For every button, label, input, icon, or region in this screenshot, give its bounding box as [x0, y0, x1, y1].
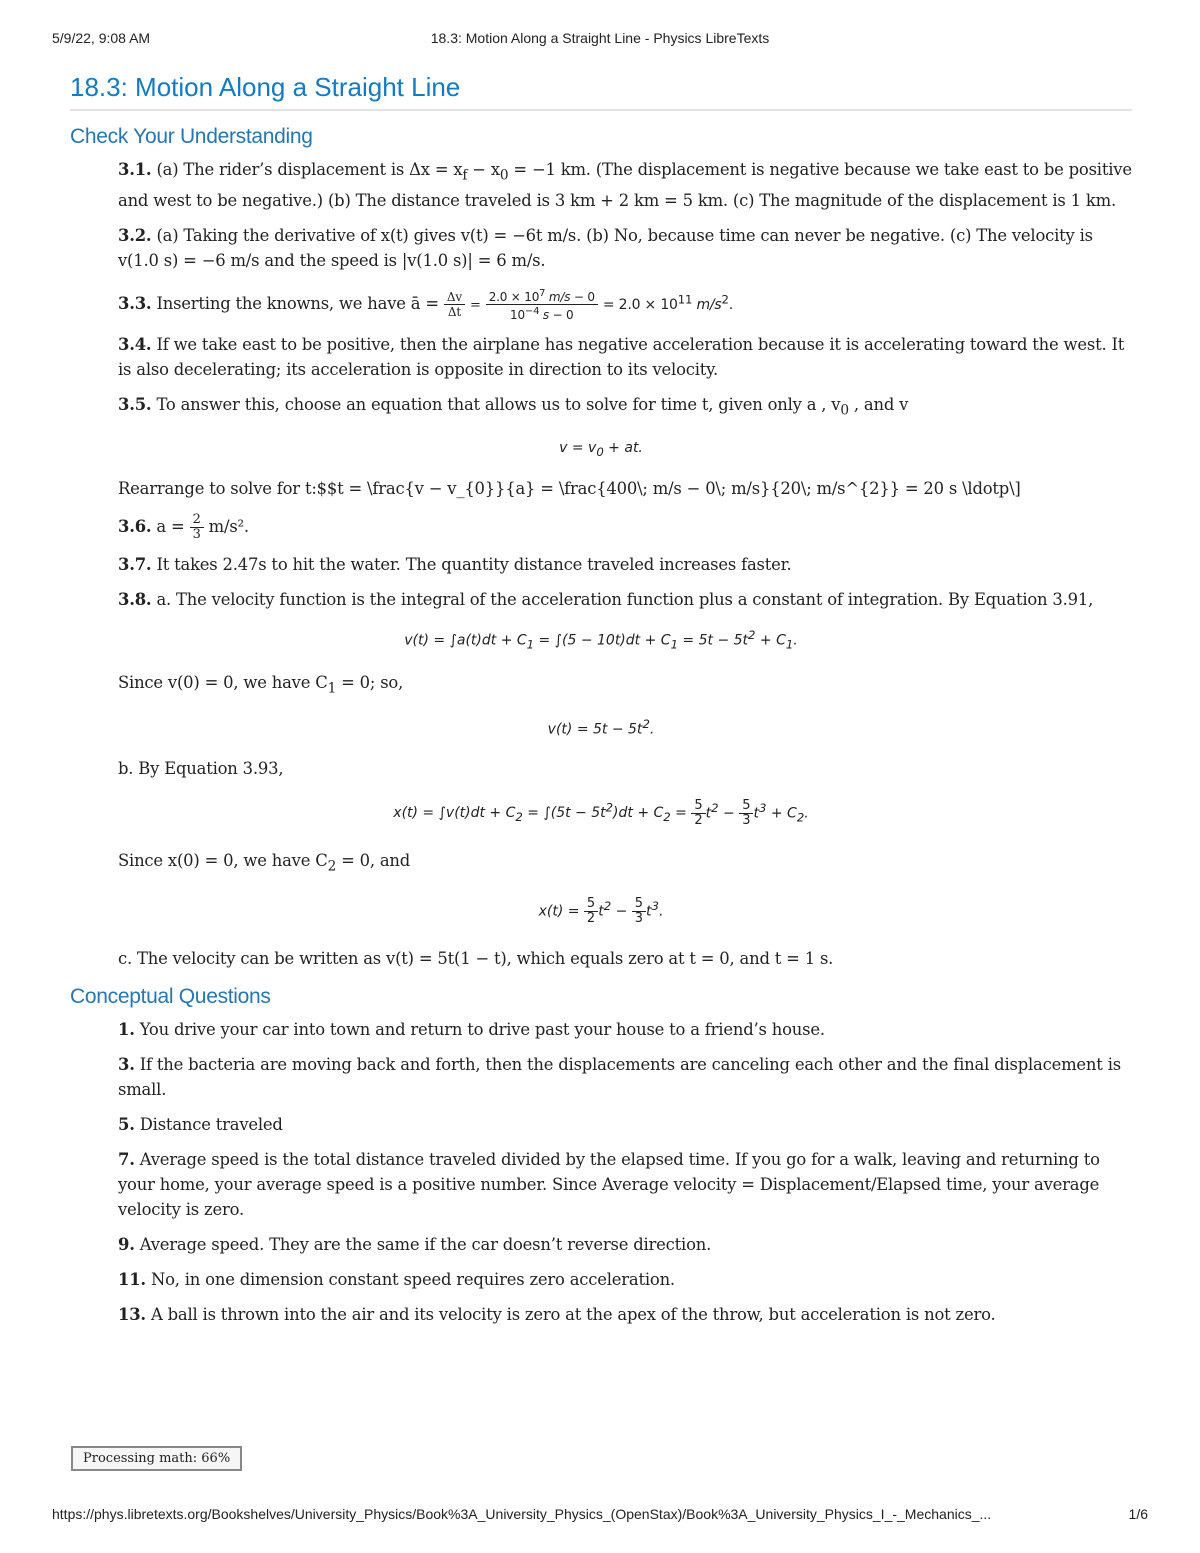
part-b-text: b. By Equation 3.93, [118, 758, 284, 778]
print-datetime: 5/9/22, 9:08 AM [52, 30, 151, 46]
two-thirds-fraction: $\frac{2}{3}$ [190, 513, 204, 542]
part-c-text: c. The velocity can be written as v(t) = 5t(1 − t), which equals zero at t = 0, and t = 1 s. [118, 949, 834, 969]
answer-number: 3.1. [118, 160, 152, 179]
equation-position: x(t) = $\frac{5}{2}$ $t^2$ − $\frac{5}{3}$ $t^3$. [538, 896, 664, 927]
answer-number: 3.7. [118, 555, 152, 575]
answer-number: 5. [118, 1115, 135, 1135]
answer-text: (a) Taking the derivative of x(t) gives v(t) = −6t m/s. (b) No, because time can never be negative. (c) The velocity is v(1.0 s) = −6 m/s and the speed is |v(1.0 s)| = 6 m/s. [118, 226, 1093, 271]
section-conceptual-questions: Conceptual Questions [70, 985, 271, 1009]
answer-number: 9. [118, 1235, 135, 1255]
answer-text: If we take east to be positive, then the airplane has negative acceleration because it is accelerating toward the west. It is also decelerating; its acceleration is opposite in direction to its velocity. [118, 335, 1125, 380]
answer-text: No, in one dimension constant speed requires zero acceleration. [150, 1270, 675, 1290]
answer-number: 1. [118, 1020, 135, 1040]
delta-v-over-delta-t: $\frac{\Delta v}{\Delta t}$ [444, 290, 465, 319]
answer-text: You drive your car into town and return to drive past your house to a friend’s house. [139, 1020, 825, 1040]
equation-position-integral: $x(t) = \int v(t)dt + C_2 = \int(5t - 5t^2)dt + C_2$ = $\frac{5}{2}$ $t^2$ − $\frac{5}{3}$ $t^3 + C_2$. [393, 797, 809, 828]
answer-3-3: 3.3. Inserting the knowns, we have ā = $\frac{\Delta v}{\Delta t}$ = $\frac{2.0 \times 10^7 m/s - 0}{10^{-4} s - 0}$ = $2.0 \times 10^{11}$ $m/s^2$. [118, 288, 734, 323]
content [70, 68, 1132, 1337]
answer-3-1 [118, 157, 1132, 213]
answer-text: It takes 2.47s to hit the water. The quantity distance traveled increases faster. [156, 555, 792, 575]
print-page-number: 1/6 [1128, 1506, 1148, 1522]
conceptual-answer [118, 1052, 1132, 1102]
equation-3-5: $v = v_0$ + at. [559, 439, 643, 459]
answer-text: To answer this, choose an equation that allows us to solve for time t, given only a , $v_0$ , and v [156, 395, 909, 419]
answer-3-5 [118, 392, 1132, 423]
conceptual-answer [118, 1267, 1132, 1292]
answer-number: 3.6. [118, 517, 152, 537]
answer-text: a. The velocity function is the integral of the acceleration function plus a constant of integration. By Equation 3.91, [156, 590, 1094, 610]
conceptual-answer [118, 1017, 1132, 1042]
answer-text: Distance traveled [139, 1115, 283, 1135]
print-page-title: 18.3: Motion Along a Straight Line - Physics LibreTexts [430, 30, 770, 46]
answer-number: 7. [118, 1150, 135, 1170]
answer-number: 3.8. [118, 590, 152, 610]
section-check-your-understanding: Check Your Understanding [70, 125, 313, 148]
answer-text: Average speed is the total distance traveled divided by the elapsed time. If you go for a walk, leaving and returning to your home, your average speed is a positive number. Since Average velocity = Displacement/Elapsed time, your average velocity is zero. [118, 1150, 1100, 1220]
equation-velocity: $v(t) = 5t - 5t^2$. [547, 717, 655, 738]
answer-number: 3.3. [118, 294, 152, 314]
answer-number: 3.5. [118, 395, 152, 415]
five-halves-fraction: $\frac{5}{2}$ [584, 897, 598, 926]
answer-text: If the bacteria are moving back and forth, then the displacements are canceling each other and the final displacement is small. [118, 1055, 1121, 1100]
answer-3-4 [118, 332, 1132, 382]
answer-number: 11. [118, 1270, 146, 1290]
since-x-text: Since x(0) = 0, we have $C_2 = 0$, and [118, 850, 411, 875]
conceptual-answer [118, 1147, 1132, 1222]
conceptual-answer [118, 1302, 1132, 1327]
conceptual-answer [118, 1112, 1132, 1137]
five-thirds-fraction: $\frac{5}{3}$ [632, 897, 646, 926]
velocity-fraction: $\frac{2.0 \times 10^7 m/s - 0}{10^{-4} s - 0}$ [486, 287, 598, 322]
answer-number: 3.2. [118, 226, 152, 246]
answer-3-6: 3.6. a = $\frac{2}{3}$ m/s². [118, 512, 249, 543]
conceptual-answer [118, 1232, 1132, 1257]
processing-math-badge: Processing math: 66% [71, 1446, 242, 1471]
answer-number: 3.4. [118, 335, 152, 355]
rearrange-text: Rearrange to solve for t:$$t = \frac{v − v_{0}}{a} = \frac{400\; m/s − 0\; m/s}{20\; m/s^{2}} = 20 s \ldotp\] [118, 479, 1021, 499]
answer-number: 3. [118, 1055, 135, 1075]
answer-text: (a) The rider’s displacement is $\Delta x = x_f - x_0 = -1$ km. (The displacement is negative because we take east to be positive and west to be negative.) (b) The distance traveled is 3 km + 2 km = 5 km. (c) The magnitude of the displacement is 1 km. [118, 160, 1132, 211]
answer-text: A ball is thrown into the air and its velocity is zero at the apex of the throw, but acceleration is not zero. [150, 1305, 996, 1325]
five-halves-fraction: $\frac{5}{2}$ [691, 799, 705, 828]
answer-3-8 [118, 587, 1132, 612]
answer-text: Average speed. They are the same if the car doesn’t reverse direction. [139, 1235, 712, 1255]
since-v-text: Since v(0) = 0, we have $C_1 = 0$; so, [118, 672, 404, 697]
answer-text: m/s². [208, 517, 249, 537]
answer-text: Inserting the knowns, we have ā = [156, 294, 439, 314]
print-url: https://phys.libretexts.org/Bookshelves/University_Physics/Book%3A_University_Physics_(OpenStax)/Book%3A_University_Physics_I_-_Mechanics_... [52, 1506, 992, 1522]
conceptual-answers [70, 1017, 1132, 1327]
answer-3-7 [118, 552, 1132, 577]
equation-velocity-integral: $v(t) = \int a(t)dt + C_1 = \int(5 - 10t)dt + C_1 = 5t - 5t^2 + C_1$. [404, 628, 798, 652]
five-thirds-fraction: $\frac{5}{3}$ [739, 799, 753, 828]
page-title: 18.3: Motion Along a Straight Line [70, 72, 1132, 111]
answer-3-2 [118, 223, 1132, 273]
answer-number: 13. [118, 1305, 146, 1325]
equation-position-integral-left: $x(t) = \int v(t)dt + C_2 = \int(5t - 5t^2)dt + C_2$ = [393, 800, 687, 825]
